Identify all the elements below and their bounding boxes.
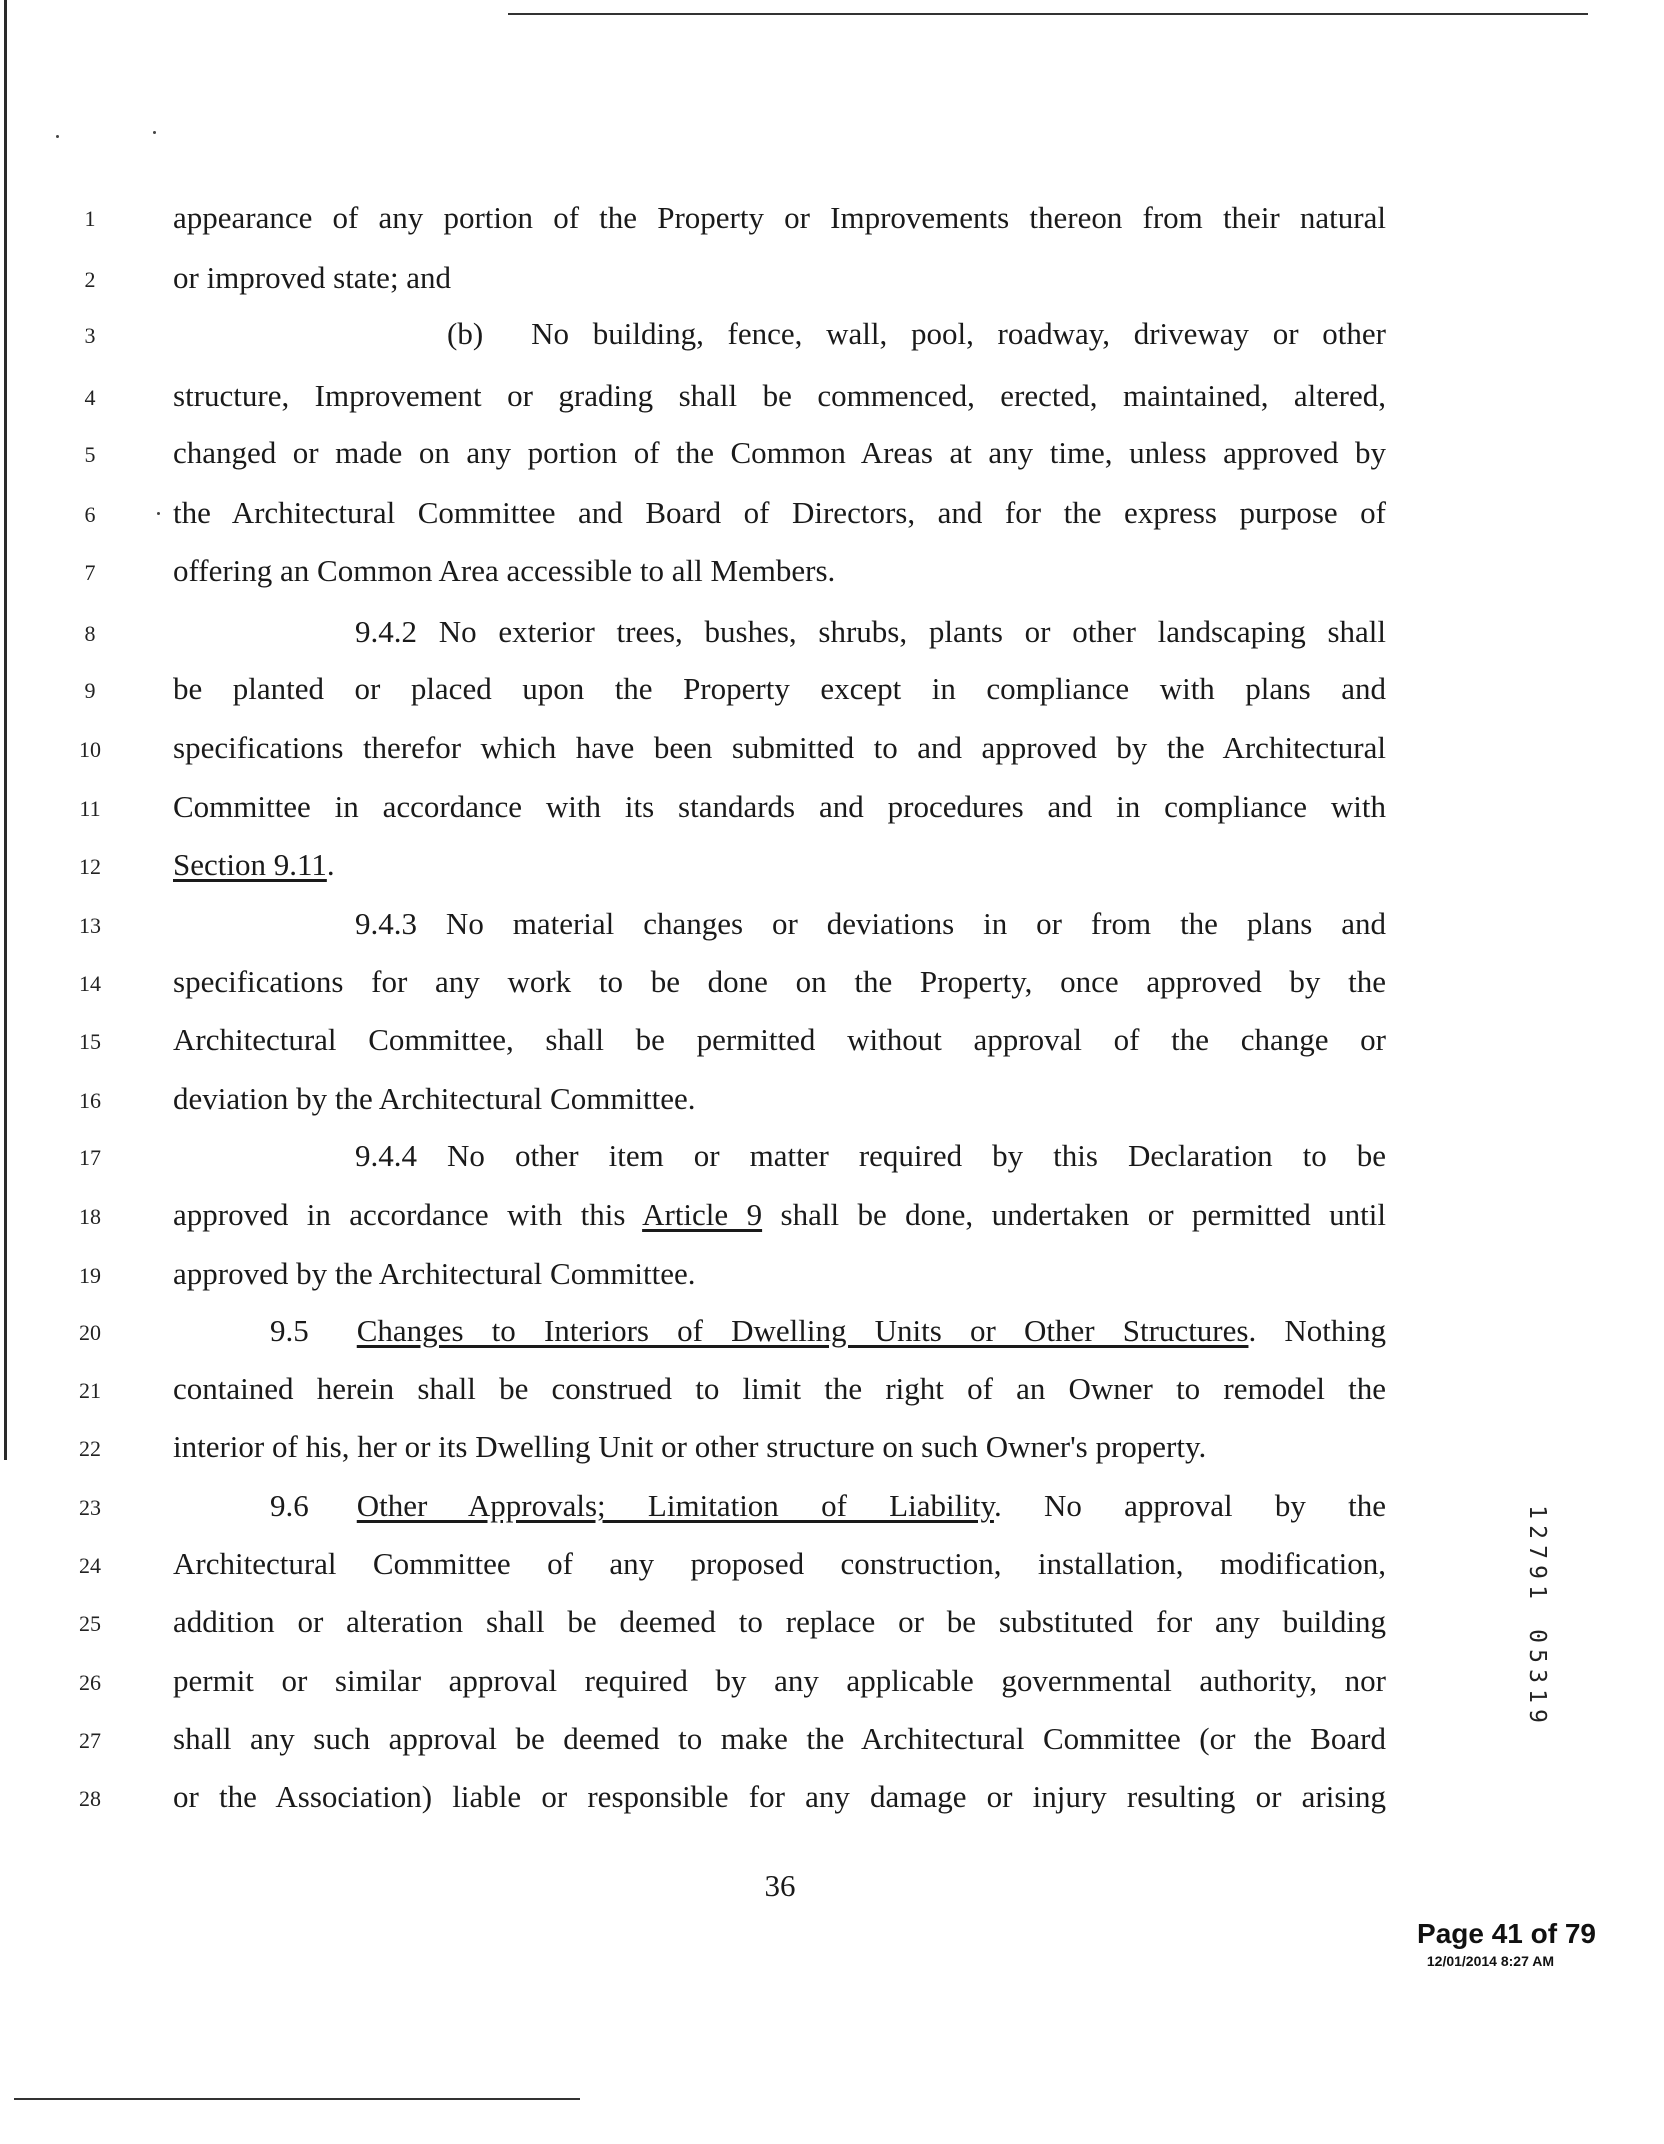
line-number: 7 — [84, 560, 96, 585]
body-line: appearance of any portion of the Property or Improvements thereon from their natural — [173, 200, 1386, 235]
recording-number-stamp — [1522, 1502, 1552, 1726]
recording-digit: 5 — [1524, 1649, 1550, 1663]
line-number: 16 — [79, 1088, 101, 1113]
line-number: 21 — [79, 1378, 101, 1403]
line-number: 12 — [79, 854, 101, 879]
punctuation: . — [326, 847, 335, 882]
subsection-text: No building, fence, wall, pool, roadway, driveway or other — [531, 316, 1386, 351]
line-number: 13 — [79, 913, 101, 938]
body-line: specifications therefor which have been submitted to and approved by the Architectural — [173, 730, 1386, 765]
line-number: 22 — [79, 1436, 101, 1461]
recording-digit: 0 — [1524, 1629, 1550, 1643]
body-line: addition or alteration shall be deemed to replace or be substituted for any building — [173, 1604, 1386, 1639]
line-number: 20 — [79, 1320, 101, 1345]
recording-timestamp: 12/01/2014 8:27 AM — [1426, 1953, 1554, 1969]
section-line: 9.4.2 No exterior trees, bushes, shrubs, plants or other landscaping shall — [355, 614, 1386, 649]
body-line: structure, Improvement or grading shall be commenced, erected, maintained, altered, — [173, 378, 1386, 413]
body-text: approved in accordance with this — [173, 1197, 643, 1232]
body-line: or improved state; and — [173, 260, 452, 295]
body-line: changed or made on any portion of the Common Areas at any time, unless approved by — [173, 435, 1386, 470]
section-line: 9.4.4 No other item or matter required by this Declaration to be — [355, 1138, 1386, 1173]
line-number: 9 — [84, 678, 96, 703]
section-reference-link[interactable]: Section 9.11 — [173, 847, 327, 882]
body-line: shall any such approval be deemed to make the Architectural Committee (or the Board — [173, 1721, 1386, 1756]
page-number: 36 — [764, 1868, 796, 1903]
line-number: 8 — [84, 621, 96, 646]
recording-digit: 3 — [1524, 1669, 1550, 1683]
body-line — [173, 849, 1386, 880]
recording-digit: 9 — [1524, 1565, 1550, 1579]
body-line: approved by the Architectural Committee. — [173, 1256, 696, 1291]
line-number: 28 — [79, 1786, 101, 1811]
body-line: Architectural Committee of any proposed construction, installation, modification, — [173, 1546, 1386, 1581]
article-reference-link[interactable]: Article 9 — [642, 1197, 763, 1232]
subsection-label: (b) — [447, 316, 484, 351]
line-number: 4 — [84, 385, 96, 410]
line-number: 23 — [79, 1495, 101, 1520]
line-number: 24 — [79, 1553, 101, 1578]
line-number: 27 — [79, 1728, 101, 1753]
section-heading: Changes to Interiors of Dwelling Units or Other Structures — [356, 1313, 1249, 1348]
page-count-stamp: Page 41 of 79 — [1417, 1918, 1596, 1949]
body-line: deviation by the Architectural Committee. — [173, 1081, 696, 1116]
recording-digit: 7 — [1524, 1545, 1550, 1559]
line-number: 6 — [84, 502, 96, 527]
bottom-rule — [14, 2098, 580, 2100]
line-number: 10 — [79, 737, 101, 762]
recording-digit: 9 — [1524, 1709, 1550, 1723]
scan-speck — [56, 135, 59, 138]
body-text: shall be done, undertaken or permitted until — [762, 1197, 1386, 1232]
line-number: 15 — [79, 1029, 101, 1054]
line-number: 25 — [79, 1611, 101, 1636]
body-line: Architectural Committee, shall be permitted without approval of the change or — [173, 1022, 1386, 1057]
body-line: or the Association) liable or responsible for any damage or injury resulting or arising — [173, 1779, 1386, 1814]
line-number: 3 — [84, 323, 96, 348]
section-heading-line — [270, 1490, 1386, 1521]
body-line: interior of his, her or its Dwelling Unit or other structure on such Owner's property. — [173, 1429, 1207, 1464]
recording-digit: 1 — [1524, 1689, 1550, 1703]
recording-digit: 1 — [1524, 1585, 1550, 1599]
body-line: contained herein shall be construed to limit the right of an Owner to remodel the — [173, 1371, 1386, 1406]
section-number: 9.5 — [270, 1313, 309, 1348]
body-line: offering an Common Area accessible to all Members. — [173, 553, 836, 588]
body-line — [447, 318, 1386, 349]
body-text: . Nothing — [1248, 1313, 1386, 1348]
recording-digit: 1 — [1524, 1505, 1550, 1519]
recording-digit: 2 — [1524, 1525, 1550, 1539]
scan-speck — [153, 131, 156, 134]
body-line: permit or similar approval required by any applicable governmental authority, nor — [173, 1663, 1386, 1698]
line-number: 14 — [79, 971, 101, 996]
body-text: . No approval by the — [993, 1488, 1387, 1523]
section-number: 9.6 — [270, 1488, 309, 1523]
body-line: Committee in accordance with its standards and procedures and in compliance with — [173, 789, 1386, 824]
line-number: 26 — [79, 1670, 101, 1695]
body-line: be planted or placed upon the Property except in compliance with plans and — [173, 671, 1386, 706]
section-heading-line — [270, 1315, 1386, 1346]
line-number: 19 — [79, 1263, 101, 1288]
line-number: 1 — [84, 206, 96, 231]
line-number: 17 — [79, 1145, 101, 1170]
body-line — [173, 1199, 1386, 1230]
section-heading: Other Approvals; Limitation of Liability — [356, 1488, 994, 1523]
body-line: specifications for any work to be done on the Property, once approved by the — [173, 964, 1386, 999]
section-line: 9.4.3 No material changes or deviations in or from the plans and — [355, 906, 1386, 941]
line-number: 5 — [84, 442, 96, 467]
scan-speck — [157, 512, 160, 515]
left-margin-rule — [4, 0, 7, 1460]
line-number: 18 — [79, 1204, 101, 1229]
body-line: the Architectural Committee and Board of Directors, and for the express purpose of — [173, 495, 1386, 530]
line-number: 2 — [84, 267, 96, 292]
top-rule — [508, 13, 1588, 15]
line-number: 11 — [79, 796, 101, 821]
